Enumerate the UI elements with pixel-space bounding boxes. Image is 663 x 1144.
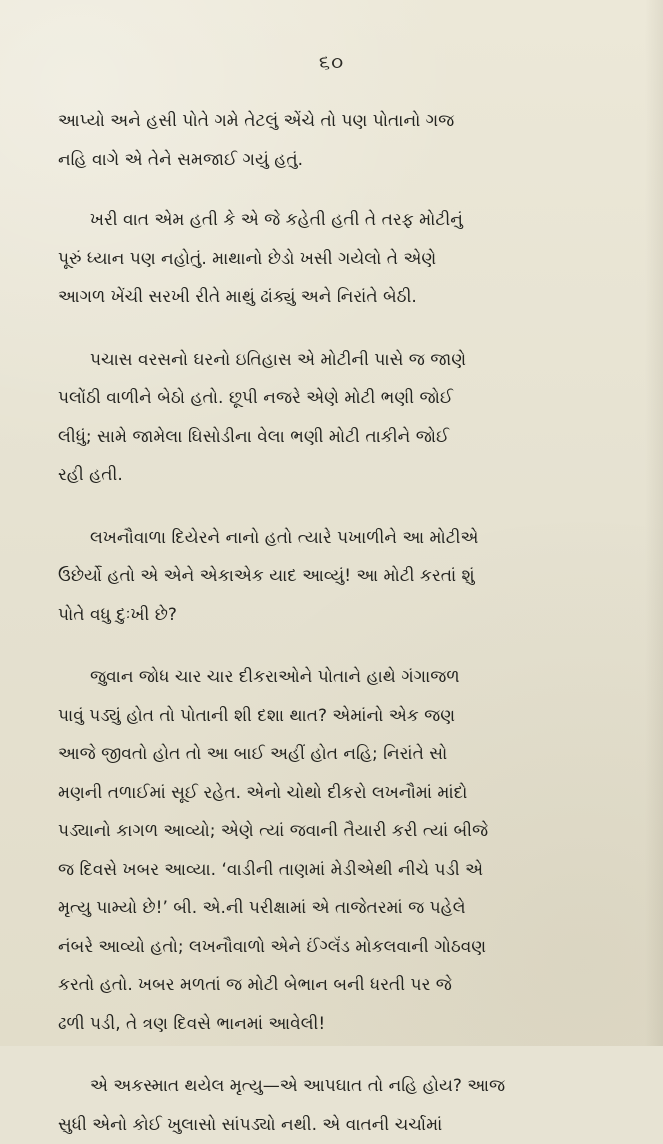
paragraph-3: પચાસ વરસનો ઘરનો ઇતિહાસ એ મોટીની પાસે જ જાણે પલોંઠી વાળીને બેઠો હતો. છૂપી નજરે એણે મોટી ભણી જોઈ લીધું; સામે જામેલા ઘિસોડીના વેલા ભણી મોટી તાકીને જોઈ રહી હતી. bbox=[58, 349, 467, 485]
paragraph-1: આપ્યો અને હસી પોતે ગમે તેટલું એંચે તો પણ પોતાનો ગજ નહિ વાગે એ તેને સમજાઈ ગયું હતું. bbox=[58, 111, 455, 170]
page-number: ૬૦ bbox=[318, 50, 345, 74]
paragraph-6: એ અકસ્માત થયેલ મૃત્યુ—એ આપઘાત તો નહિ હોય? આજ સુધી એનો કોઈ ખુલાસો સાંપડ્યો નથી. એ વાતની ચર્ચામાં bbox=[58, 1076, 506, 1135]
paragraph-4: લખનૌવાળા દિયેરને નાનો હતો ત્યારે પખાળીને આ મોટીએ ઉછેર્યો હતો એ એને એકાએક યાદ આવ્યું! આ મોટી કરતાં શું પોતે વધુ દુઃખી છે? bbox=[58, 527, 479, 625]
page-text bbox=[58, 102, 631, 1144]
paragraph-2: ખરી વાત એમ હતી કે એ જે કહેતી હતી તે તરફ મોટીનું પૂરું ધ્યાન પણ નહોતું. માથાનો છેડો ખસી ગયેલો તે એણે આગળ ખેંચી સરખી રીતે માથું ઢાંક્યું અને નિરાંતે બેઠી. bbox=[58, 210, 463, 307]
paragraph-5: જુવાન જોધ ચાર ચાર દીકરાઓને પોતાને હાથે ગંગાજળ પાવું પડ્યું હોત તો પોતાની શી દશા થાત? એમાંનો એક જણ આજે જીવતો હોત તો આ બાઈ અહીં હોત નહિ; નિરાંતે સો મણની તળાઈમાં સૂઈ રહેત. એનો ચોથો દીકરો લખનૌમાં માંદો પડ્યાનો કાગળ આવ્યો; એણે ત્યાં જવાની તૈયારી કરી ત્યાં બીજે જ દિવસે ખબર આવ્યા. ‘વાડીની તાણમાં મેડીએથી નીચે પડી એ મૃત્યુ પામ્યો છે!’ બી. એ.ની પરીક્ષામાં એ તાજેતરમાં જ પહેલે નંબરે આવ્યો હતો; લખનૌવાળો એને ઈંગ્લૅંડ મોકલવાની ગોઠવણ કરતો હતો. ખબર મળતાં જ મોટી બેભાન બની ધરતી પર જે ઢળી પડી, તે ત્રણ દિવસે ભાનમાં આવેલી! bbox=[58, 667, 489, 1034]
